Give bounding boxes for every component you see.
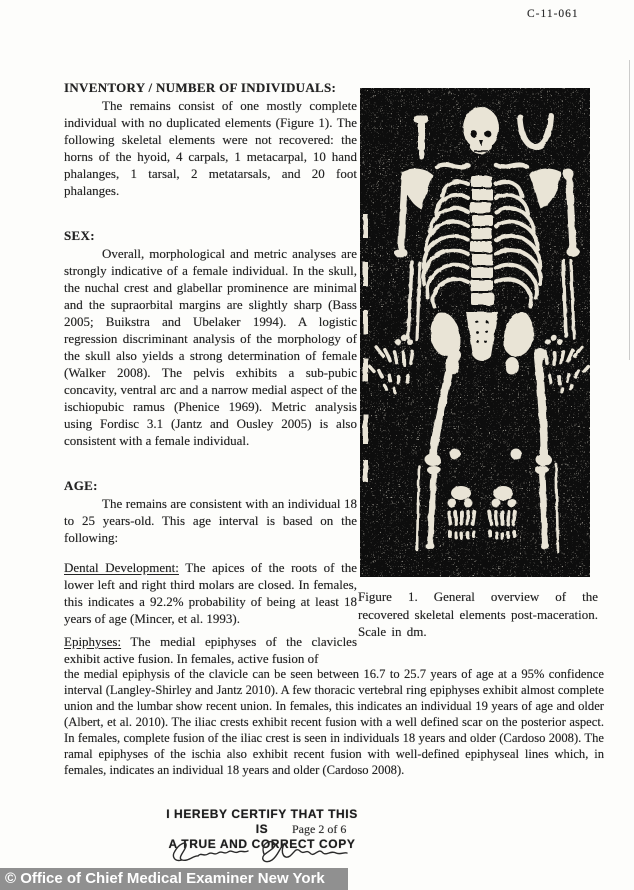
epiphyses-body-narrow: The medial epiphyses of the clavicles exhibit active fusion. In females, active fusion of bbox=[64, 634, 358, 666]
paragraph-epiphyses bbox=[64, 633, 357, 667]
inventory-heading: INVENTORY / NUMBER OF INDIVIDUALS: bbox=[64, 80, 337, 95]
paragraph-epiphyses-wide bbox=[64, 666, 604, 778]
page-number: Page 2 of 6 bbox=[292, 822, 347, 836]
section-age bbox=[64, 477, 357, 546]
right-clavicle bbox=[496, 165, 527, 167]
age-body: The remains are consistent with an individual 18 to 25 years-old. This age interval is based on the following: bbox=[64, 496, 357, 545]
section-inventory bbox=[64, 79, 357, 199]
dental-heading: Dental Development: bbox=[64, 560, 179, 575]
stamp-line-1: I HEREBY CERTIFY THAT THIS IS bbox=[166, 807, 358, 836]
stamp-line-2: A TRUE AND CORRECT COPY bbox=[168, 837, 356, 851]
age-heading: AGE: bbox=[64, 478, 98, 493]
left-patella bbox=[450, 449, 461, 460]
signature bbox=[168, 837, 348, 869]
right-patella bbox=[511, 449, 522, 460]
left-clavicle bbox=[437, 165, 468, 167]
watermark: © Office of Chief Medical Examiner New York bbox=[0, 868, 348, 890]
epiphyses-body-wide: the medial epiphysis of the clavicle can be seen between 16.7 to 25.7 years of age at a 95% confidence interval (Langley-Shirley and Jantz 2010). A few thoracic vertebral ring epiphyses exhibit almost complete union and the lumbar show recent union. In females, this indicates an individual 19 years of age and older (Albert, et al. 2010). The iliac crests exhibit recent fusion with a well defined scar on the posterior aspect. In females, complete fusion of the iliac crest is seen in individuals 18 years and older (Cardoso 2008). The ramal epiphyses of the ischia also exhibit recent fusion with well-defined epiphyseal lines which, in females, indicates an individual 18 years and older (Cardoso 2008). bbox=[64, 667, 604, 777]
skeleton-figure bbox=[360, 88, 590, 577]
section-sex bbox=[64, 227, 357, 449]
sex-heading: SEX: bbox=[64, 228, 95, 243]
case-number: C-11-061 bbox=[527, 8, 579, 20]
sex-body: Overall, morphological and metric analyses are strongly indicative of a female individual. In the skull, the nuchal crest and glabellar prominence are minimal and the supraorbital margins are slightly sharp (Bass 2005; Buikstra and Ubelaker 1994). A logistic regression discriminant analysis of the morphology of the skull also yields a strong determination of female (Walker 2008). The pelvis exhibits a sub-pubic concavity, ventral arc and a narrow medial aspect of the ischiopubic ramus (Phenice 1969). Metric analysis using Fordisc 3.1 (Jantz and Ousley 2005) is also consistent with a female individual. bbox=[64, 246, 357, 448]
skeleton-figure-image bbox=[360, 88, 590, 577]
paragraph-dental bbox=[64, 559, 357, 627]
inventory-body: The remains consist of one mostly complete individual with no duplicated elements (Figure 1). The following skeletal elements were not recovered: the horns of the hyoid, 4 carpals, 1 metacarpal, 10 hand phalanges, 1 tarsal, 2 metatarsals, and 20 foot phalanges. bbox=[64, 98, 357, 198]
epiphyses-heading: Epiphyses: bbox=[64, 634, 122, 649]
figure-caption: Figure 1. General overview of the recovered skeletal elements post-maceration. Scale in dm. bbox=[358, 589, 598, 639]
dental-body: The apices of the roots of the lower left and right third molars are closed. In females, this indicates a 92.2% probability of being at least 18 years of age (Mincer, et al. 1993). bbox=[64, 560, 357, 626]
scan-edge-artifact bbox=[629, 60, 630, 360]
